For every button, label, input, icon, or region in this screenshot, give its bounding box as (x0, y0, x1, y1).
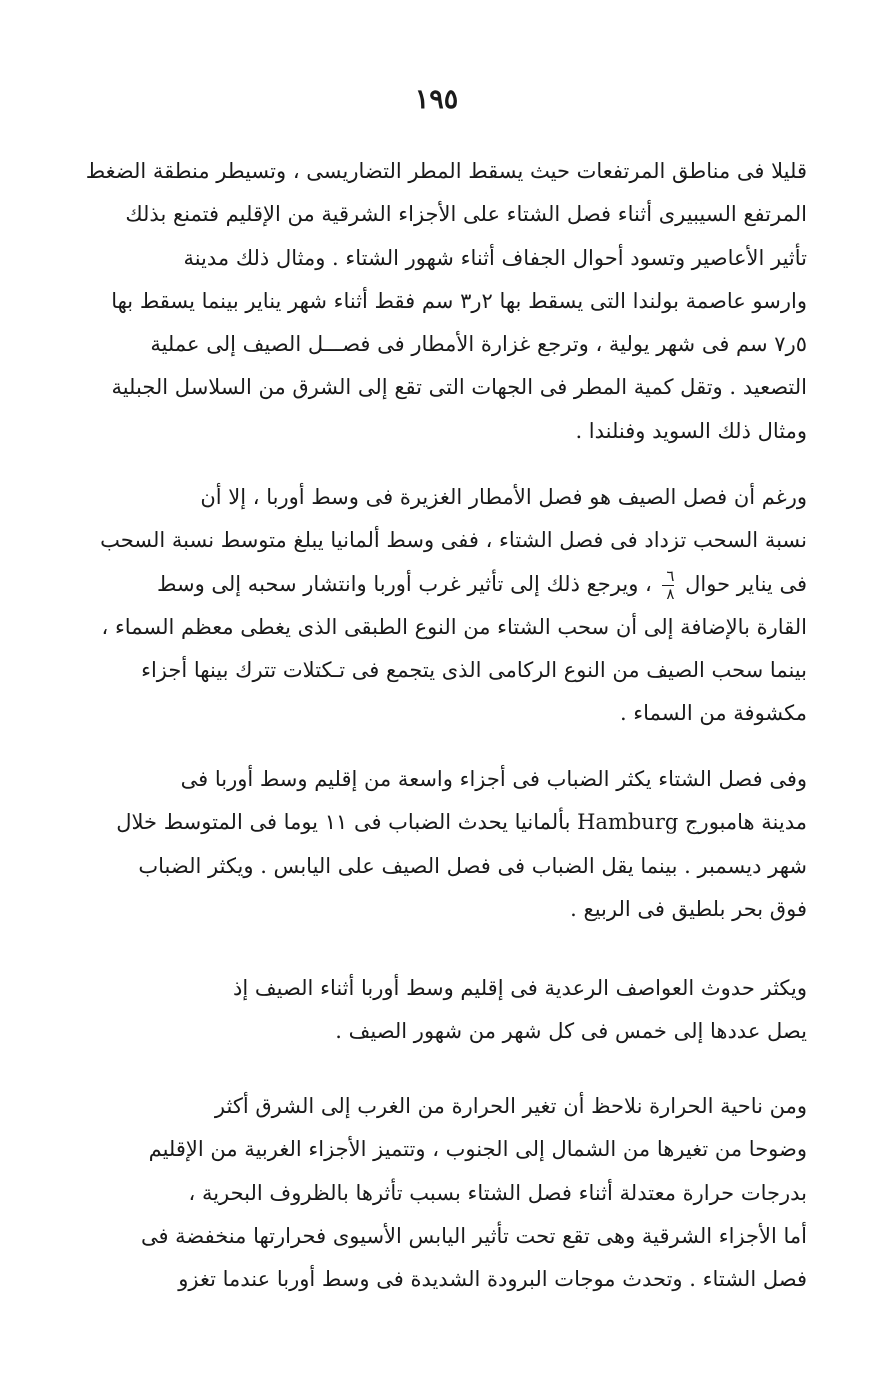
paragraph-3 (116, 758, 807, 931)
text-line: قليلا فى مناطق المرتفعات حيث يسقط المطر التضاريسى ، وتسيطر منطقة الضغط (85, 159, 807, 183)
text-line: وضوحا من تغيرها من الشمال إلى الجنوب ، وتتميز الأجزاء الغربية من الإقليم (148, 1137, 807, 1162)
latin-word: Hamburg (577, 810, 679, 835)
text-line: القارة بالإضافة إلى أن سحب الشتاء من النوع الطبقى الذى يغطى معظم السماء ، (101, 614, 807, 639)
text-line: المرتفع السيبيرى أثناء فصل الشتاء على الأجزاء الشرقية من الإقليم فتمنع بذلك (125, 202, 807, 227)
text-line: وفى فصل الشتاء يكثر الضباب فى أجزاء واسعة من إقليم وسط أوربا فى (180, 767, 807, 791)
fraction-denominator: ٨ (666, 584, 675, 603)
text-line: نسبة السحب تزداد فى فصل الشتاء ، ففى وسط ألمانيا يبلغ متوسط نسبة السحب (100, 528, 807, 553)
text-line: التصعيد . وتقل كمية المطر فى الجهات التى تقع إلى الشرق من السلاسل الجبلية (111, 375, 807, 400)
text-line: فوق بحر بلطيق فى الربيع . (570, 896, 807, 921)
text-line: شهر ديسمبر . بينما يقل الضباب فى فصل الصيف على اليابس . ويكثر الضباب (138, 853, 807, 878)
text-line: ومن ناحية الحرارة نلاحظ أن تغير الحرارة من الغرب إلى الشرق أكثر (214, 1094, 807, 1118)
text-line: بدرجات حرارة معتدلة أثناء فصل الشتاء بسبب تأثرها بالظروف البحرية ، (188, 1180, 807, 1205)
text-line: ومثال ذلك السويد وفنلندا . (575, 418, 807, 443)
latin-line-after: بألمانيا يحدث الضباب فى ١١ يوما فى المتوسط خلال (116, 810, 571, 835)
text-line: ٥ر٧ سم فى شهر يولية ، وترجع غزارة الأمطار فى فصـــل الصيف إلى عملية (150, 332, 807, 357)
fraction-numerator: ٦ (666, 566, 675, 585)
text-line: فصل الشتاء . وتحدث موجات البرودة الشديدة فى وسط أوربا عندما تغزو (178, 1267, 807, 1292)
text-line: مكشوفة من السماء . (619, 701, 807, 726)
latin-line-before: مدينة هامبورج (685, 810, 807, 835)
text-line-with-fraction (148, 563, 807, 606)
fraction (662, 566, 675, 603)
paragraph-1 (85, 150, 807, 453)
text-line: وارسو عاصمة بولندا التى يسقط بها ٢ر٣ سم فقط أثناء شهر يناير بينما يسقط بها (111, 288, 807, 313)
fraction-line-before: فى يناير حوال (685, 571, 807, 596)
paragraph-4 (148, 967, 807, 1054)
text-line-with-latin (116, 801, 807, 844)
text-line: ويكثر حدوث العواصف الرعدية فى إقليم وسط أوربا أثناء الصيف إذ (233, 976, 807, 1000)
paragraph-2 (100, 476, 807, 736)
text-line: أما الأجزاء الشرقية وهى تقع تحت تأثير اليابس الأسيوى فحرارتها منخفضة فى (140, 1223, 807, 1248)
fraction-line-after: ، ويرجع ذلك إلى تأثير غرب أوربا وانتشار سحبه إلى وسط (157, 571, 652, 596)
text-line: ورغم أن فصل الصيف هو فصل الأمطار الغزيرة فى وسط أوربا ، إلا أن (200, 485, 807, 509)
text-line: تأثير الأعاصير وتسود أحوال الجفاف أثناء شهور الشتاء . ومثال ذلك مدينة (183, 245, 807, 270)
page-number: ١٩٥ (414, 84, 459, 115)
paragraph-5 (140, 1085, 807, 1301)
text-line: يصل عددها إلى خمس فى كل شهر من شهور الصيف . (335, 1019, 807, 1044)
text-line: بينما سحب الصيف من النوع الركامى الذى يتجمع فى تـكتلات تترك بينها أجزاء (141, 658, 807, 683)
